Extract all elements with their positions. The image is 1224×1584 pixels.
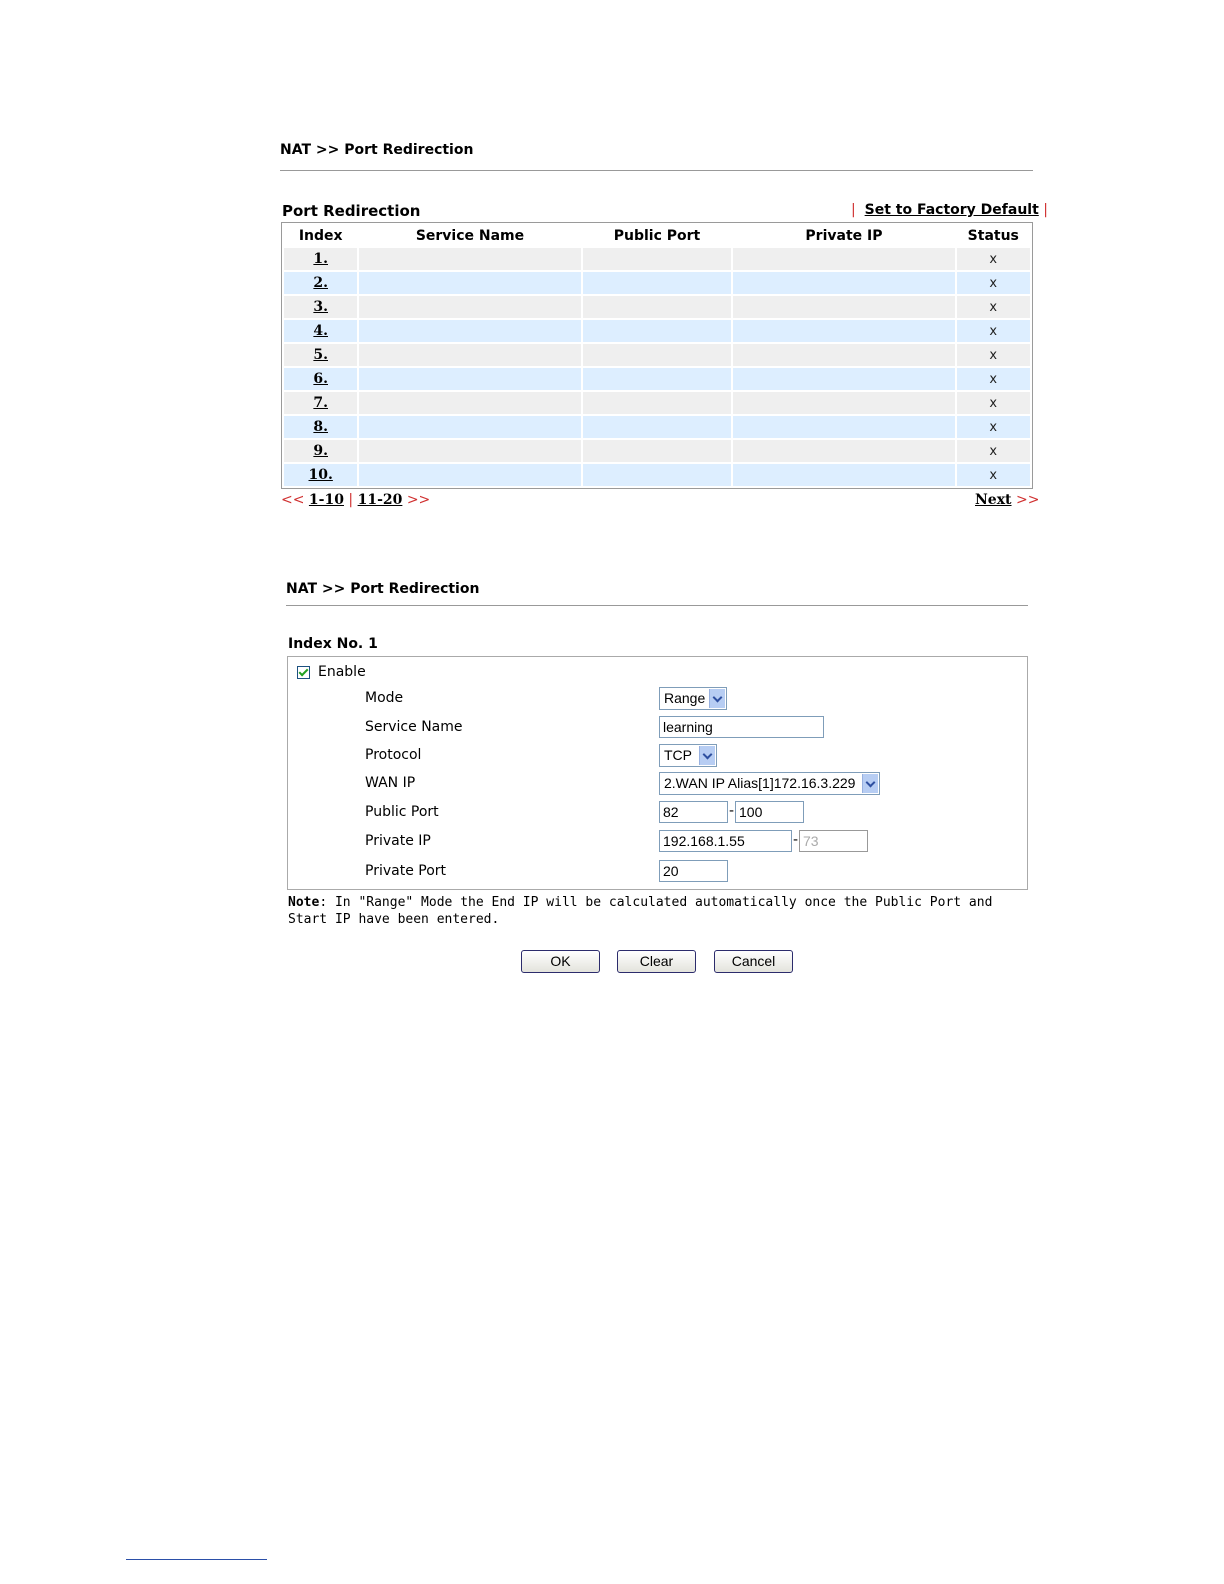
divider (280, 170, 1033, 171)
private-ip-label: Private IP (365, 833, 431, 849)
row-status: x (989, 443, 998, 459)
mode-select[interactable] (659, 687, 727, 710)
table-cell (284, 320, 357, 342)
prev-arrows: << (281, 492, 305, 508)
table-cell (284, 296, 357, 318)
set-factory-default-link[interactable]: Set to Factory Default (864, 202, 1039, 218)
table-cell (957, 344, 1030, 366)
row-status: x (989, 467, 998, 483)
chevron-down-icon[interactable] (709, 689, 725, 708)
table-row (284, 440, 1030, 462)
cancel-button[interactable]: Cancel (714, 950, 793, 973)
breadcrumb: NAT >> Port Redirection (286, 581, 480, 597)
row-status: x (989, 419, 998, 435)
table-cell (583, 344, 732, 366)
enable-checkbox[interactable] (297, 666, 310, 679)
table-cell (284, 272, 357, 294)
private-port-label: Private Port (365, 863, 447, 879)
next-area (975, 492, 1039, 508)
table-row (284, 416, 1030, 438)
table-cell (284, 440, 357, 462)
table-cell (359, 416, 580, 438)
table-cell (733, 320, 954, 342)
row-index-link[interactable]: 3. (313, 299, 328, 315)
table-cell (733, 272, 954, 294)
table-cell (583, 464, 732, 486)
col-private-ip: Private IP (805, 227, 883, 244)
protocol-select[interactable] (659, 744, 717, 767)
note-body: : In "Range" Mode the End IP will be calculated automatically once the Public Port and Start IP have been entered. (288, 895, 993, 927)
mode-value: Range (664, 690, 706, 706)
port-redirection-table (281, 222, 1033, 489)
table-cell (957, 392, 1030, 414)
row-status: x (989, 275, 998, 291)
table-row (284, 296, 1030, 318)
table-cell (583, 440, 732, 462)
table-cell (583, 416, 732, 438)
table-cell (359, 440, 580, 462)
row-index-link[interactable]: 6. (313, 371, 328, 387)
table-cell (957, 440, 1030, 462)
table-cell (359, 392, 580, 414)
page-1-10-link[interactable]: 1-10 (308, 492, 344, 508)
table-cell (733, 296, 954, 318)
table-cell (359, 296, 580, 318)
col-service-name: Service Name (415, 227, 525, 244)
table-cell (359, 272, 580, 294)
row-index-link[interactable]: 9. (313, 443, 328, 459)
range-dash: - (729, 803, 735, 819)
private-ip-start-input[interactable]: 192.168.1.55 (659, 830, 792, 852)
table-cell (284, 368, 357, 390)
table-row (284, 248, 1030, 270)
table-cell (733, 368, 954, 390)
row-index-link[interactable]: 1. (313, 251, 328, 267)
table-cell (583, 296, 732, 318)
table-cell (733, 392, 954, 414)
row-index-link[interactable]: 4. (313, 323, 328, 339)
row-index-link[interactable]: 7. (313, 395, 328, 411)
table-cell (583, 368, 732, 390)
col-index: Index (298, 227, 343, 244)
wan-ip-value: 2.WAN IP Alias[1]172.16.3.229 (664, 775, 856, 791)
separator: | (348, 492, 354, 508)
table-cell (733, 464, 954, 486)
index-title: Index No. 1 (288, 636, 378, 652)
table-cell (359, 464, 580, 486)
table-cell (284, 248, 357, 270)
table-row (284, 392, 1030, 414)
service-name-label: Service Name (365, 719, 463, 735)
table-cell (957, 368, 1030, 390)
row-status: x (989, 251, 998, 267)
row-status: x (989, 323, 998, 339)
chevron-down-icon[interactable] (699, 746, 715, 765)
table-cell (957, 416, 1030, 438)
row-index-link[interactable]: 5. (313, 347, 328, 363)
pager (281, 492, 430, 508)
table-header (284, 225, 1030, 246)
table-row (284, 464, 1030, 486)
col-public-port: Public Port (613, 227, 701, 244)
table-cell (733, 344, 954, 366)
row-status: x (989, 371, 998, 387)
table-cell (733, 440, 954, 462)
section-title: Port Redirection (282, 202, 421, 220)
ok-button[interactable]: OK (521, 950, 600, 973)
row-index-link[interactable]: 2. (313, 275, 328, 291)
table-cell (359, 344, 580, 366)
enable-label: Enable (318, 664, 366, 680)
breadcrumb: NAT >> Port Redirection (280, 142, 474, 158)
table-cell (583, 392, 732, 414)
row-index-link[interactable]: 8. (313, 419, 328, 435)
mode-label: Mode (365, 690, 404, 706)
table-cell (733, 416, 954, 438)
wan-ip-select[interactable] (659, 772, 880, 795)
table-row (284, 272, 1030, 294)
separator: | (1043, 202, 1048, 218)
page-11-20-link[interactable]: 11-20 (357, 492, 403, 508)
factory-default-area (851, 202, 1048, 218)
table-cell (957, 320, 1030, 342)
next-arrows: >> (406, 492, 431, 508)
public-port-end-input[interactable]: 100 (735, 801, 804, 823)
row-index-link[interactable]: 10. (308, 467, 333, 483)
table-cell (583, 272, 732, 294)
divider (286, 605, 1028, 606)
table-cell (733, 248, 954, 270)
note-label: Note (288, 895, 320, 910)
private-port-input[interactable]: 20 (659, 860, 728, 882)
table-cell (957, 464, 1030, 486)
col-status: Status (967, 227, 1019, 244)
next-arrows: >> (1015, 492, 1040, 508)
protocol-value: TCP (664, 747, 692, 763)
table-cell (359, 248, 580, 270)
table-cell (957, 248, 1030, 270)
table-row (284, 344, 1030, 366)
footnote-rule (126, 1559, 267, 1560)
table-cell (583, 320, 732, 342)
table-cell (957, 296, 1030, 318)
public-port-start-input[interactable]: 82 (659, 801, 728, 823)
table-cell (359, 320, 580, 342)
table-row (284, 368, 1030, 390)
separator: | (851, 202, 856, 218)
protocol-label: Protocol (365, 747, 422, 763)
row-status: x (989, 299, 998, 315)
table-cell (359, 368, 580, 390)
next-page-link[interactable]: Next (975, 492, 1012, 508)
table-cell (957, 272, 1030, 294)
table-cell (284, 416, 357, 438)
public-port-label: Public Port (365, 804, 439, 820)
table-cell (284, 344, 357, 366)
wan-ip-label: WAN IP (365, 775, 416, 791)
row-status: x (989, 395, 998, 411)
table-cell (284, 464, 357, 486)
chevron-down-icon[interactable] (862, 774, 878, 793)
private-ip-end-input: 73 (799, 830, 868, 852)
table-cell (583, 248, 732, 270)
clear-button[interactable]: Clear (617, 950, 696, 973)
table-row (284, 320, 1030, 342)
table-cell (284, 392, 357, 414)
range-dash: - (793, 832, 799, 848)
service-name-input[interactable]: learning (659, 716, 824, 738)
note-text (288, 894, 1028, 928)
row-status: x (989, 347, 998, 363)
